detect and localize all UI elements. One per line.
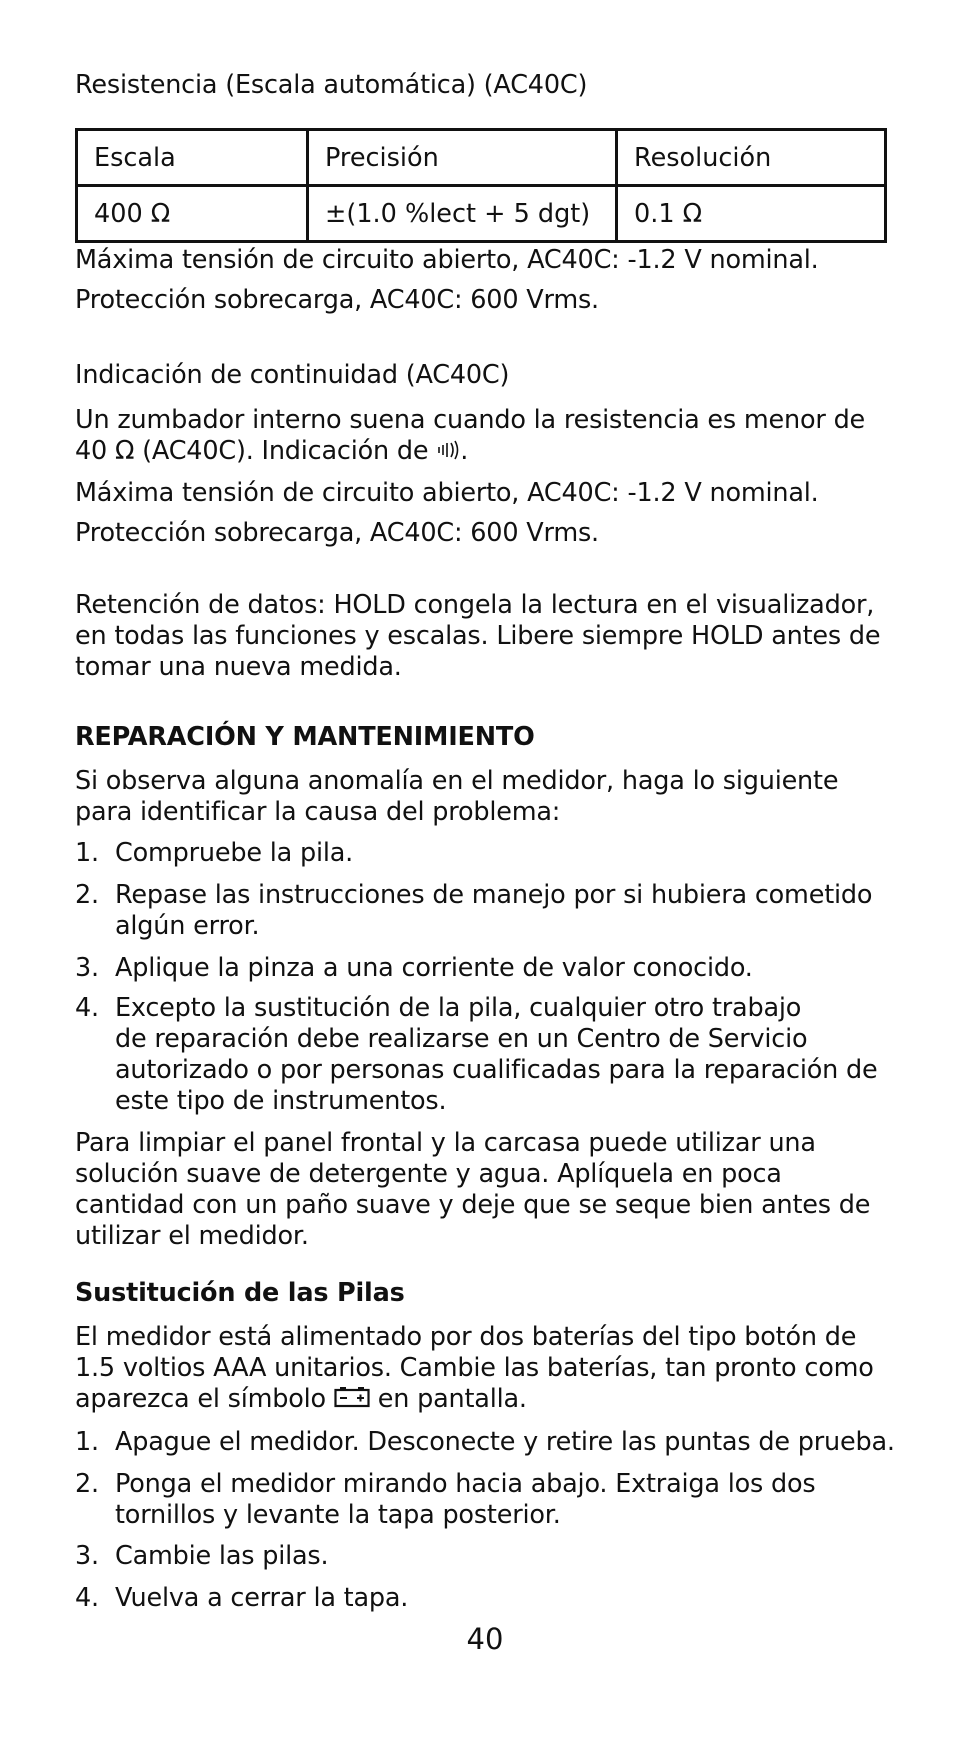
table-cell: 400 Ω bbox=[77, 186, 308, 242]
list-item-text: Vuelva a cerrar la tapa. bbox=[115, 1583, 409, 1613]
repair-heading: REPARACIÓN Y MANTENIMIENTO bbox=[75, 722, 535, 752]
list-item-number: 2. bbox=[75, 1469, 99, 1499]
continuity-line-2-suffix: . bbox=[460, 436, 469, 466]
resistance-overload: Protección sobrecarga, AC40C: 600 Vrms. bbox=[75, 285, 599, 315]
cleaning-line-1: Para limpiar el panel frontal y la carcasa puede utilizar una bbox=[75, 1128, 816, 1158]
list-item-text: Repase las instrucciones de manejo por si hubiera cometido bbox=[115, 880, 873, 910]
list-item-text: Apague el medidor. Desconecte y retire las puntas de prueba. bbox=[115, 1427, 895, 1457]
cleaning-line-2: solución suave de detergente y agua. Aplíquela en poca bbox=[75, 1159, 782, 1189]
table-header-cell: Precisión bbox=[308, 130, 617, 186]
battery-line-3 bbox=[75, 1384, 527, 1416]
cleaning-line-4: utilizar el medidor. bbox=[75, 1221, 309, 1251]
battery-line-1: El medidor está alimentado por dos baterías del tipo botón de bbox=[75, 1322, 857, 1352]
repair-intro-line-1: Si observa alguna anomalía en el medidor, haga lo siguiente bbox=[75, 766, 839, 796]
resistance-max-voltage: Máxima tensión de circuito abierto, AC40C: -1.2 V nominal. bbox=[75, 245, 819, 275]
list-item-text: Ponga el medidor mirando hacia abajo. Extraiga los dos bbox=[115, 1469, 816, 1499]
battery-line-2: 1.5 voltios AAA unitarios. Cambie las baterías, tan pronto como bbox=[75, 1353, 874, 1383]
battery-icon bbox=[334, 1385, 370, 1416]
battery-heading: Sustitución de las Pilas bbox=[75, 1278, 405, 1308]
list-item-text: Cambie las pilas. bbox=[115, 1541, 329, 1571]
page-number: 40 bbox=[466, 1622, 504, 1656]
battery-line-3-text: aparezca el símbolo bbox=[75, 1384, 326, 1414]
list-item-number: 4. bbox=[75, 993, 99, 1023]
hold-line-1: Retención de datos: HOLD congela la lectura en el visualizador, bbox=[75, 590, 875, 620]
list-item-number: 3. bbox=[75, 1541, 99, 1571]
hold-line-2: en todas las funciones y escalas. Libere siempre HOLD antes de bbox=[75, 621, 881, 651]
continuity-line-1: Un zumbador interno suena cuando la resistencia es menor de bbox=[75, 405, 866, 435]
repair-intro-line-2: para identificar la causa del problema: bbox=[75, 797, 561, 827]
table-header-row bbox=[77, 130, 886, 186]
cleaning-line-3: cantidad con un paño suave y deje que se seque bien antes de bbox=[75, 1190, 871, 1220]
table-header-cell: Escala bbox=[77, 130, 308, 186]
list-item-text: Aplique la pinza a una corriente de valor conocido. bbox=[115, 953, 753, 983]
table-row bbox=[77, 186, 886, 242]
list-item-text: algún error. bbox=[115, 911, 260, 941]
list-item-text: tornillos y levante la tapa posterior. bbox=[115, 1500, 561, 1530]
continuity-line-2 bbox=[75, 436, 468, 468]
list-item-text: autorizado o por personas cualificadas para la reparación de bbox=[115, 1055, 878, 1085]
continuity-max-voltage: Máxima tensión de circuito abierto, AC40C: -1.2 V nominal. bbox=[75, 478, 819, 508]
table-header-cell: Resolución bbox=[617, 130, 886, 186]
battery-line-3-suffix: en pantalla. bbox=[377, 1384, 527, 1414]
list-item-number: 1. bbox=[75, 838, 99, 868]
list-item-number: 2. bbox=[75, 880, 99, 910]
resistance-title: Resistencia (Escala automática) (AC40C) bbox=[75, 70, 588, 100]
list-item-number: 1. bbox=[75, 1427, 99, 1457]
continuity-overload: Protección sobrecarga, AC40C: 600 Vrms. bbox=[75, 518, 599, 548]
continuity-title: Indicación de continuidad (AC40C) bbox=[75, 360, 510, 390]
table-cell: ±(1.0 %lect + 5 dgt) bbox=[308, 186, 617, 242]
list-item-text: de reparación debe realizarse en un Centro de Servicio bbox=[115, 1024, 808, 1054]
list-item-number: 3. bbox=[75, 953, 99, 983]
list-item-text: este tipo de instrumentos. bbox=[115, 1086, 447, 1116]
table-cell: 0.1 Ω bbox=[617, 186, 886, 242]
resistance-spec-table bbox=[75, 128, 887, 243]
list-item-number: 4. bbox=[75, 1583, 99, 1613]
hold-line-3: tomar una nueva medida. bbox=[75, 652, 402, 682]
continuity-line-2-text: 40 Ω (AC40C). Indicación de bbox=[75, 436, 429, 466]
list-item-text: Excepto la sustitución de la pila, cualquier otro trabajo bbox=[115, 993, 802, 1023]
buzzer-icon bbox=[436, 437, 460, 468]
list-item-text: Compruebe la pila. bbox=[115, 838, 354, 868]
